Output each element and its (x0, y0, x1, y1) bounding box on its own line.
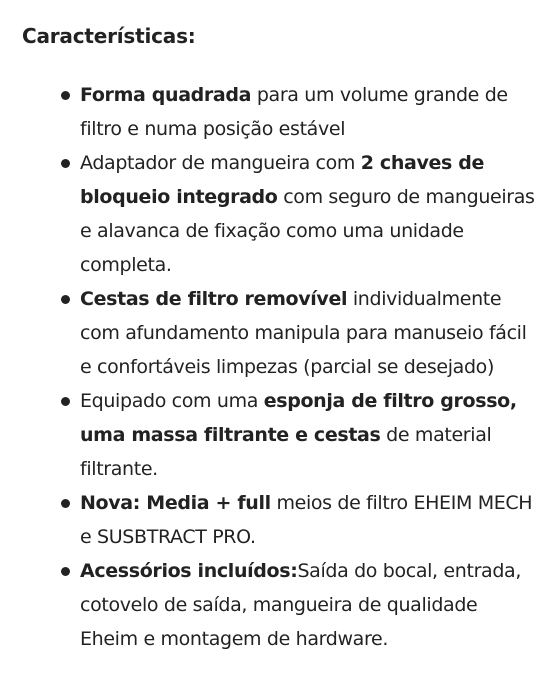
feature-3-segment-2: de material filtrante. (80, 424, 492, 480)
feature-2-segment-1: individualmente com afundamento manipula para manuseio fácil e confortáveis limpezas (parcial se desejado) (80, 288, 527, 378)
feature-1-segment-0: Adaptador de mangueira com (80, 152, 361, 174)
feature-0-segment-1: para um volume grande de filtro e numa posição estável (80, 84, 508, 140)
feature-5-segment-1: Saída do bocal, entrada, cotovelo de saída, mangueira de qualidade Eheim e montagem de hardware. (80, 560, 522, 650)
feature-3-segment-0: Equipado com uma (80, 390, 264, 412)
feature-5-segment-0: Acessórios incluídos: (80, 560, 298, 582)
feature-2-segment-0: Cestas de filtro removível (80, 288, 348, 310)
feature-item-2 (80, 282, 540, 384)
feature-item-4 (80, 486, 540, 554)
feature-1-segment-2: com seguro de mangueiras e alavanca de fixação como uma unidade completa. (80, 186, 535, 276)
feature-item-5 (80, 554, 540, 656)
feature-item-3 (80, 384, 540, 486)
feature-3-segment-1: esponja de filtro grosso, uma massa filtrante e cestas (80, 390, 517, 446)
feature-0-segment-0: Forma quadrada (80, 84, 252, 106)
section-heading: Características: (22, 24, 196, 48)
feature-item-0 (80, 78, 540, 146)
feature-item-1 (80, 146, 540, 282)
feature-4-segment-0: Nova: Media + full (80, 492, 271, 514)
features-list (80, 78, 540, 656)
feature-4-segment-1: meios de filtro EHEIM MECH e SUSBTRACT PRO. (80, 492, 533, 548)
feature-1-segment-1: 2 chaves de bloqueio integrado (80, 152, 485, 208)
